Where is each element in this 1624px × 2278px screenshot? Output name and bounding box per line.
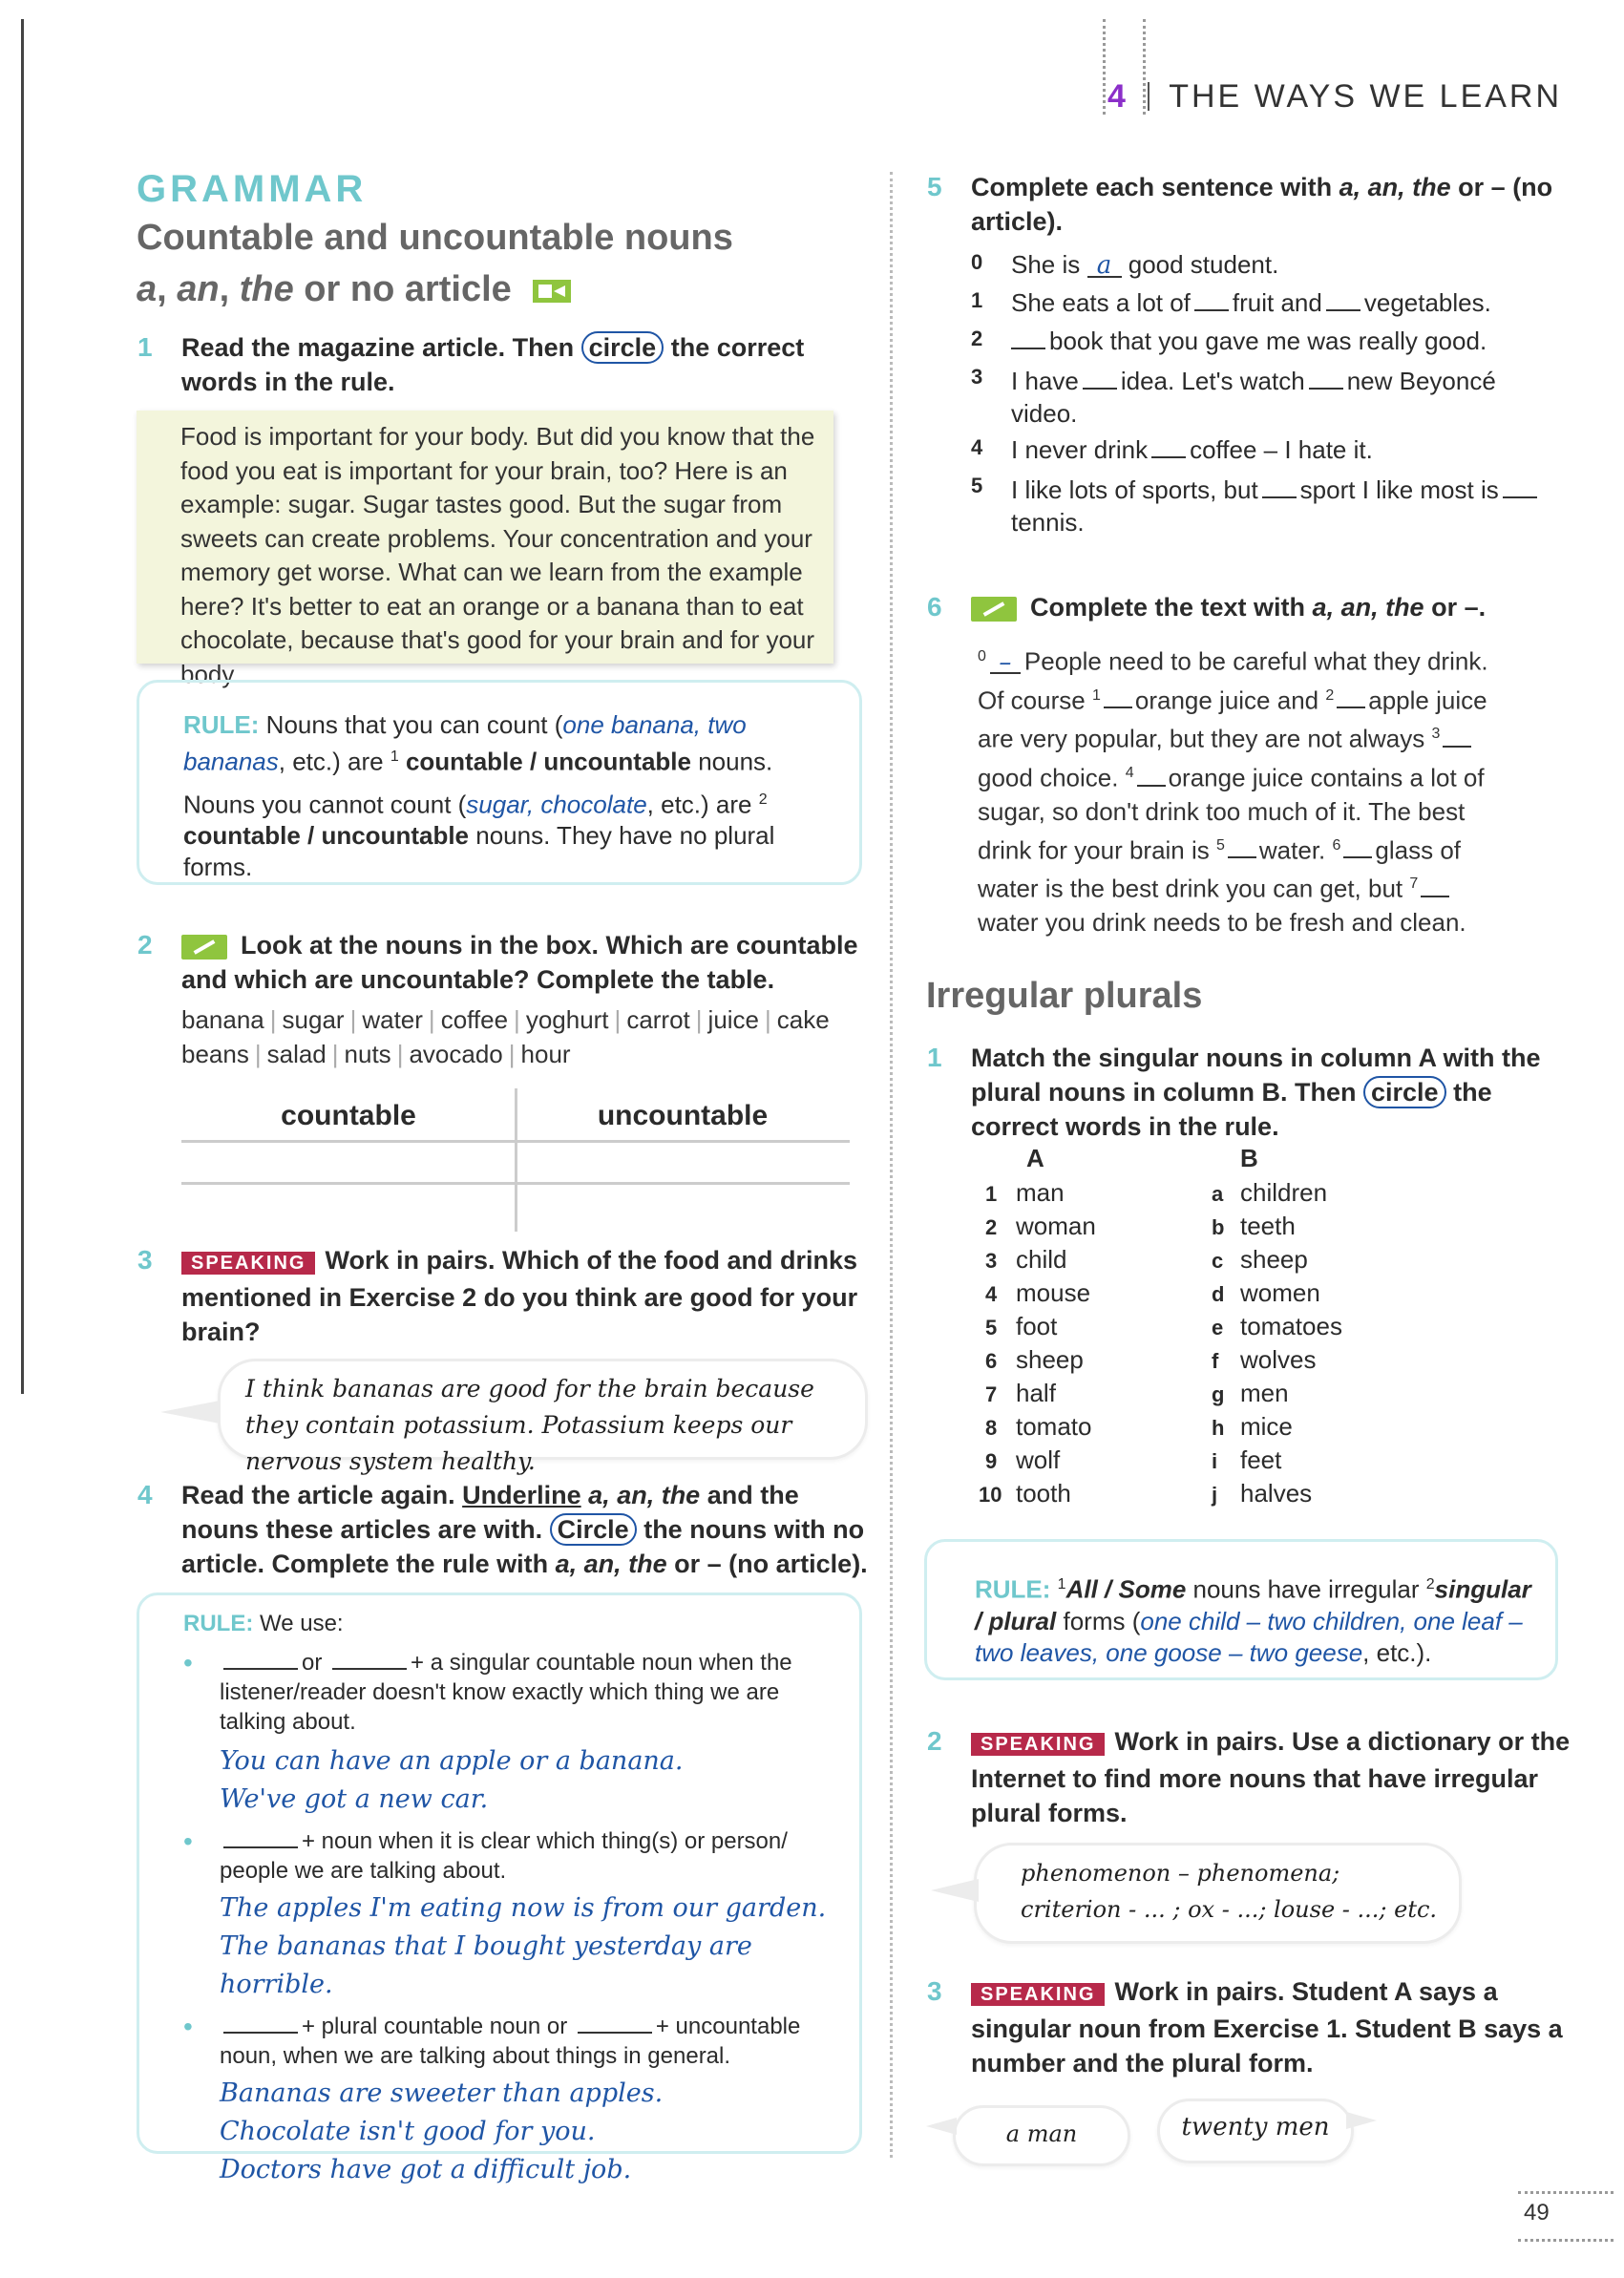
pencil-icon: [181, 935, 227, 960]
speaking-tag: SPEAKING: [971, 1733, 1105, 1756]
exercise-8: 2 SPEAKING Work in pairs. Use a dictionary or the Internet to find more nouns that have irregular plural forms.: [927, 1726, 1571, 1827]
exercise-5-items: [971, 250, 1582, 544]
margin-rule: [21, 19, 24, 1394]
exercise-6-text: $^0$ – People need to be careful what they drink. Of course $^1$ orange juice and $^2$ apple juice are very popular, but they are not always $^3$good choice. $^4$ orange juice contains a lot of sugar, so don't drink too much of it. The best drink for your brain is $^5$ water. $^6$ glass of water is the best drink you can get, but $^7$water you drink needs to be fresh and clean.: [978, 646, 1488, 937]
list-item: 9 wolf: [985, 1445, 1061, 1474]
list-item: a children: [1212, 1178, 1328, 1207]
page-number-bottom-rule: [1518, 2239, 1613, 2242]
speech-bubble-b: twenty men: [1157, 2099, 1354, 2163]
video-icon[interactable]: [533, 280, 571, 303]
list-item: g men: [1212, 1379, 1289, 1407]
section-heading-irregular-plurals: Irregular plurals: [926, 976, 1203, 1016]
rule-label: RULE:: [183, 710, 260, 739]
pencil-icon: [971, 597, 1017, 622]
table-header-countable: countable: [281, 1100, 416, 1131]
exercise-9: 3 SPEAKING Work in pairs. Student A says a singular noun from Exercise 1. Student B says a number and the plural form.: [927, 1976, 1563, 2078]
article-text: Food is important for your body. But did you know that the food you eat is important for your brain, too? Here is an example: sugar. Sugar tastes good. But the sugar from sweets can create problems. Your concentration and your memory get worse. What can we learn from the example here? It's better to eat an orange or a banana than to eat chocolate, because that's good for your brain and for your body.: [180, 422, 815, 688]
unit-number: 4: [1107, 78, 1128, 115]
speaking-tag: SPEAKING: [971, 1983, 1105, 2006]
exercise-1: 1 Read the magazine article. Then circle the correct words in the rule.: [137, 332, 805, 396]
exercise-4: 4 Read the article again. Underline a, an, the and the nouns these articles are with. Circle the nouns with no article. Complete the rule with a, an, the or – (no article).: [137, 1480, 868, 1578]
section-label: GRAMMAR: [137, 168, 368, 210]
match-columns: A B 1 man 2 woman 3 child 4 mouse 5 foot 6 sheep 7 half 8 tomato 9 wolf 10 tooth a children b teeth c sheep d women e tomatoes f wolves g men h mice i feet j halves: [979, 1144, 1342, 1508]
list-item: 5 I like lots of sports, but sport I like most istennis.: [971, 474, 1582, 544]
list-item: 3 I have idea. Let's watch new Beyoncé video.: [971, 365, 1496, 428]
bubble-tail: [926, 2118, 957, 2135]
speaking-tag: SPEAKING: [181, 1252, 315, 1275]
page-number-top-rule: [1518, 2191, 1613, 2194]
speech-bubble-a: a man: [953, 2105, 1130, 2166]
list-item: 7 half: [985, 1379, 1056, 1407]
rule-box-1: RULE: Nouns that you can count (one banana, two bananas, etc.) are $^1$ countable / uncountable nouns. Nouns you cannot count (sugar, chocolate, etc.) are $^2$ countable / uncountable nouns. They have no plural forms.: [137, 680, 862, 885]
page-number: 49: [1524, 2200, 1550, 2225]
list-item: 3 child: [985, 1245, 1067, 1274]
list-item: 6 sheep: [985, 1345, 1084, 1374]
unit-header: [1107, 78, 1562, 116]
bubble-tail: [931, 1879, 979, 1902]
exercise-number: 1: [137, 332, 153, 362]
circle-word: circle: [581, 331, 664, 364]
bubble-tail: [160, 1401, 220, 1424]
rule-box-2: RULE: We use: • or + a singular countable noun when the listener/reader doesn't know exactly which thing we are talking about. You can have an apple or a banana. We've got a new car. • + noun when it is clear which thing(s) or person/ people we are talking about. The apples I'm eating now is from our garden. The bananas that I bought yesterday are horrible. • + plural countable noun or + uncountable noun, when we are talking about things in general. Bananas are sweeter than apples. Chocolate isn't good for you. Doctors have got a difficult job.: [137, 1592, 862, 2154]
exercise-6: 6 Complete the text with a, an, the or –.: [927, 592, 1487, 622]
list-item: h mice: [1212, 1412, 1293, 1441]
bubble-tail: [1346, 2112, 1377, 2129]
section-subtitle: a, an, the or no article: [137, 269, 571, 310]
word-box: banana | sugar | water | coffee | yoghurt | carrot | juice | cake beans | salad | nuts | avocado | hour: [181, 1005, 830, 1068]
list-item: 2 book that you gave me was really good.: [971, 327, 1487, 355]
header-divider: [1103, 19, 1106, 115]
exercise-5: 5 Complete each sentence with a, an, the or – (no article).: [927, 172, 1553, 236]
exercise-number: 2: [137, 930, 153, 960]
list-item: 2 woman: [985, 1212, 1096, 1240]
list-item: 1 man: [985, 1178, 1065, 1207]
exercise-number: 3: [137, 1245, 153, 1275]
noun-table: [181, 1088, 850, 1232]
rule-box-3: RULE: $^1$All / Some nouns have irregular $^2$singular / plural forms (one child – two children, one leaf – two leaves, one goose – two geese, etc.).: [924, 1539, 1558, 1680]
column-divider: [890, 172, 893, 2158]
unit-title: THE WAYS WE LEARN: [1169, 78, 1563, 115]
list-item: j halves: [1212, 1479, 1313, 1508]
list-item: i feet: [1212, 1445, 1282, 1474]
list-item: 5 foot: [985, 1312, 1058, 1340]
list-item: f wolves: [1212, 1345, 1317, 1374]
table-header-uncountable: uncountable: [597, 1100, 769, 1131]
list-item: 10 tooth: [979, 1479, 1071, 1508]
speech-bubble: I think bananas are good for the brain because they contain potassium. Potassium keeps our nervous system healthy.: [218, 1359, 868, 1460]
list-item: 1 She eats a lot of fruit and vegetables.: [971, 288, 1491, 317]
list-item: 4 I never drink coffee – I hate it.: [971, 435, 1373, 464]
list-item: 0 She is a good student.: [971, 250, 1279, 280]
exercise-number: 4: [137, 1480, 153, 1509]
section-title: Countable and uncountable nouns: [137, 218, 733, 258]
list-item: e tomatoes: [1212, 1312, 1342, 1340]
exercise-7: 1 Match the singular nouns in column A with the plural nouns in column B. Then circle the correct words in the rule.: [927, 1043, 1541, 1141]
list-item: b teeth: [1212, 1212, 1296, 1240]
list-item: d women: [1212, 1278, 1320, 1307]
exercise-2: 2 Look at the nouns in the box. Which are countable and which are uncountable? Complete the table.: [137, 930, 858, 994]
magazine-article: [137, 411, 833, 688]
exercise-3: 3 SPEAKING Work in pairs. Which of the food and drinks mentioned in Exercise 2 do you think are good for your brain?: [137, 1245, 858, 1346]
speech-bubble: phenomenon – phenomena; criterion - ... ; ox - ...; louse - ...; etc.: [974, 1843, 1462, 1944]
list-item: c sheep: [1212, 1245, 1308, 1274]
list-item: 8 tomato: [985, 1412, 1092, 1441]
list-item: 4 mouse: [985, 1278, 1091, 1307]
